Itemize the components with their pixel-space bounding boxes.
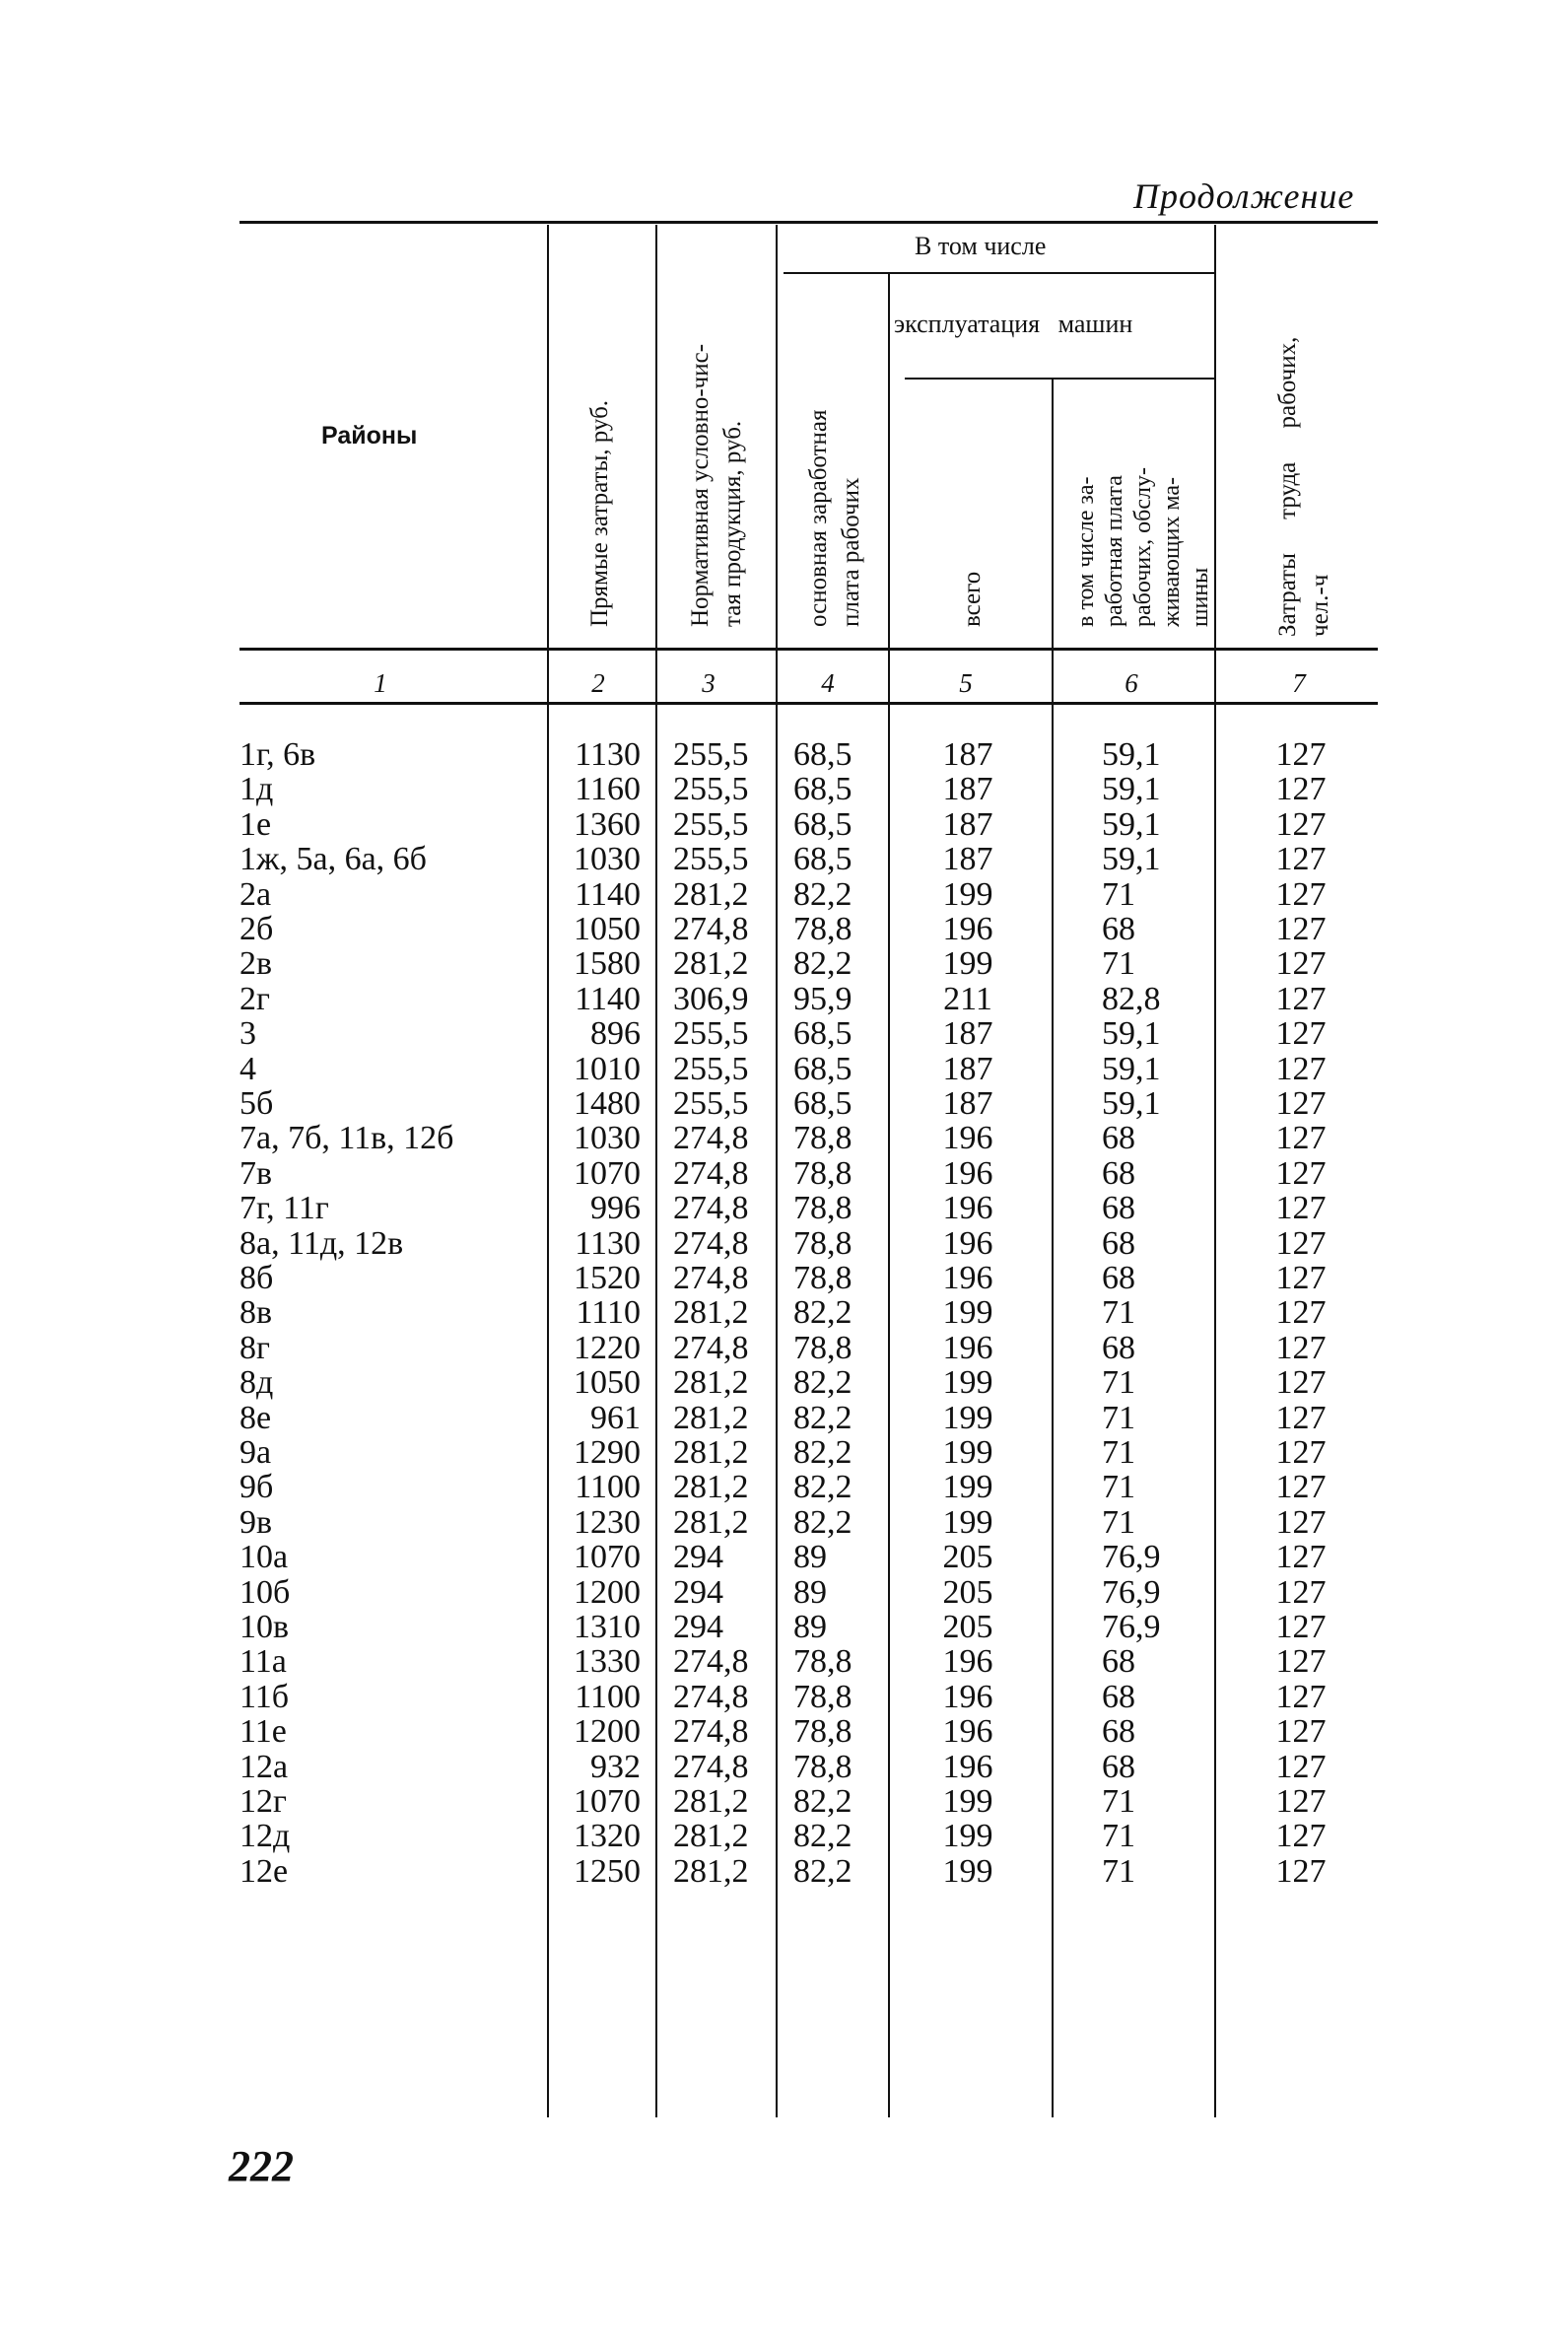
cell-labor-costs: 127 [1275,1294,1327,1332]
cell-base-wage: 82,2 [793,1852,852,1890]
cell-base-wage: 78,8 [793,1120,852,1157]
cell-base-wage: 95,9 [793,980,852,1017]
cell-base-wage: 82,2 [793,1399,852,1436]
cell-machine-wage: 71 [1102,1469,1135,1506]
cell-machine-wage: 68 [1102,1190,1135,1227]
cell-base-wage: 68,5 [793,736,852,773]
cell-machine-total: 196 [942,911,993,947]
cell-normative: 274,8 [673,1120,749,1157]
cell-normative: 274,8 [673,1224,749,1262]
cell-direct-costs: 1140 [575,875,641,913]
colnum-4: 4 [821,668,835,698]
cell-machine-total: 205 [942,1609,993,1645]
cell-machine-wage: 68 [1102,1748,1135,1785]
cell-machine-wage: 71 [1102,1434,1135,1471]
cell-machine-wage: 68 [1102,1678,1135,1715]
cell-machine-wage: 71 [1102,1852,1135,1890]
cell-base-wage: 82,2 [793,1818,852,1855]
cell-machine-wage: 68 [1102,1224,1135,1262]
vline-1 [547,225,549,2117]
cell-machine-total: 199 [942,1783,993,1820]
cell-direct-costs: 1230 [574,1503,641,1541]
cell-base-wage: 68,5 [793,841,852,878]
cell-region: 9б [239,1469,274,1506]
cell-machine-total: 199 [942,1434,993,1471]
cell-direct-costs: 1360 [574,805,641,843]
cell-base-wage: 68,5 [793,1085,852,1122]
cell-base-wage: 82,2 [793,1434,852,1471]
cell-normative: 274,8 [673,1190,749,1227]
cell-machine-total: 199 [942,1469,993,1506]
cell-direct-costs: 1200 [574,1713,641,1751]
cell-direct-costs: 1070 [574,1154,641,1192]
cell-region: 12г [239,1783,287,1820]
cell-region: 10в [239,1609,290,1645]
cell-direct-costs: 996 [590,1190,641,1227]
cell-direct-costs: 932 [590,1748,641,1785]
table-top-rule [239,221,1378,224]
cell-direct-costs: 1070 [574,1539,641,1576]
cell-labor-costs: 127 [1275,1190,1327,1227]
cell-normative: 281,2 [673,875,749,913]
cell-normative: 294 [673,1573,723,1611]
cell-base-wage: 68,5 [793,1050,852,1087]
cell-base-wage: 78,8 [793,1329,852,1366]
cell-machine-total: 196 [942,1154,993,1192]
cell-normative: 281,2 [673,1364,749,1402]
cell-direct-costs: 1110 [576,1294,641,1332]
cell-labor-costs: 127 [1275,1050,1327,1087]
cell-normative: 255,5 [673,1085,749,1122]
cell-direct-costs: 1070 [574,1783,641,1820]
cell-machine-wage: 59,1 [1102,805,1161,843]
cell-labor-costs: 127 [1275,1713,1327,1751]
cell-direct-costs: 1520 [574,1260,641,1296]
cell-machine-wage: 71 [1102,875,1135,913]
cell-region: 8в [239,1294,273,1332]
cell-labor-costs: 127 [1275,1852,1327,1890]
cell-labor-costs: 127 [1275,1015,1327,1053]
page-number: 222 [229,2142,294,2190]
cell-direct-costs: 1030 [574,1120,641,1157]
cell-machine-wage: 71 [1102,1364,1135,1402]
cell-machine-total: 199 [942,1399,993,1436]
cell-base-wage: 89 [793,1609,827,1645]
header-normative-output: Нормативная условно-чис- тая продукция, руб. [687,343,746,627]
cell-machine-wage: 82,8 [1102,980,1161,1017]
cell-direct-costs: 1130 [575,736,641,773]
cell-normative: 294 [673,1609,723,1645]
cell-labor-costs: 127 [1275,1085,1327,1122]
cell-machine-total: 205 [942,1539,993,1576]
cell-machine-total: 187 [942,1050,993,1087]
cell-machine-wage: 71 [1102,1783,1135,1820]
cell-base-wage: 82,2 [793,1469,852,1506]
cell-machine-total: 199 [942,875,993,913]
cell-direct-costs: 1130 [575,1224,641,1262]
cell-machine-total: 187 [942,841,993,878]
cell-base-wage: 78,8 [793,911,852,947]
continuation-label: Продолжение [1133,176,1355,216]
header-base-wage: основная заработная плата рабочих [805,409,864,627]
cell-base-wage: 68,5 [793,1015,852,1053]
cell-machine-wage: 68 [1102,1713,1135,1751]
cell-normative: 274,8 [673,1748,749,1785]
cell-machine-total: 187 [942,771,993,808]
cell-direct-costs: 1100 [575,1469,641,1506]
cell-machine-total: 199 [942,1364,993,1402]
cell-region: 1ж, 5а, 6а, 6б [239,841,427,878]
cell-labor-costs: 127 [1275,805,1327,843]
cell-base-wage: 78,8 [793,1713,852,1751]
cell-region: 12е [239,1852,289,1890]
cell-labor-costs: 127 [1275,771,1327,808]
cell-labor-costs: 127 [1275,1364,1327,1402]
cell-labor-costs: 127 [1275,1783,1327,1820]
cell-direct-costs: 1290 [574,1434,641,1471]
cell-region: 1д [239,771,274,808]
cell-region: 2г [239,980,270,1017]
cell-base-wage: 78,8 [793,1190,852,1227]
cell-machine-total: 199 [942,1294,993,1332]
cell-labor-costs: 127 [1275,1573,1327,1611]
cell-direct-costs: 1310 [574,1609,641,1645]
cell-machine-total: 196 [942,1748,993,1785]
cell-machine-total: 196 [942,1260,993,1296]
vline-2 [655,225,657,2117]
cell-machine-total: 196 [942,1329,993,1366]
cell-labor-costs: 127 [1275,1539,1327,1576]
including-rule [784,272,1215,274]
cell-base-wage: 89 [793,1573,827,1611]
cell-machine-wage: 68 [1102,1643,1135,1681]
cell-direct-costs: 961 [590,1399,641,1436]
cell-direct-costs: 1220 [574,1329,641,1366]
cell-normative: 294 [673,1539,723,1576]
cell-labor-costs: 127 [1275,1260,1327,1296]
cell-base-wage: 82,2 [793,875,852,913]
cell-normative: 255,5 [673,1050,749,1087]
cell-machine-wage: 71 [1102,1399,1135,1436]
cell-labor-costs: 127 [1275,1503,1327,1541]
cell-region: 8б [239,1260,274,1296]
cell-region: 8а, 11д, 12в [239,1224,404,1262]
cell-normative: 281,2 [673,945,749,983]
cell-labor-costs: 127 [1275,945,1327,983]
cell-region: 11а [239,1643,287,1681]
cell-machine-total: 199 [942,1818,993,1855]
cell-base-wage: 82,2 [793,1364,852,1402]
cell-normative: 281,2 [673,1434,749,1471]
header-labor-costs: Затраты труда рабочих, чел.-ч [1274,336,1333,637]
cell-normative: 255,5 [673,805,749,843]
cell-direct-costs: 896 [590,1015,641,1053]
cell-machine-wage: 68 [1102,1154,1135,1192]
cell-region: 1е [239,805,272,843]
cell-normative: 281,2 [673,1818,749,1855]
cell-base-wage: 78,8 [793,1678,852,1715]
cell-labor-costs: 127 [1275,1609,1327,1645]
header-regions: Районы [321,422,418,450]
cell-region: 2а [239,875,272,913]
cell-region: 12а [239,1748,289,1785]
cell-machine-total: 196 [942,1224,993,1262]
cell-region: 7в [239,1154,273,1192]
cell-region: 3 [239,1015,256,1053]
cell-normative: 255,5 [673,841,749,878]
vline-3 [776,225,778,2117]
cell-labor-costs: 127 [1275,1399,1327,1436]
header-bottom-rule [239,648,1378,651]
cell-normative: 306,9 [673,980,749,1017]
cell-labor-costs: 127 [1275,1818,1327,1855]
cell-direct-costs: 1140 [575,980,641,1017]
cell-region: 1г, 6в [239,736,316,773]
cell-normative: 274,8 [673,1260,749,1296]
cell-direct-costs: 1320 [574,1818,641,1855]
header-machine-operation: эксплуатация машин [894,310,1133,338]
cell-normative: 274,8 [673,1643,749,1681]
cell-direct-costs: 1200 [574,1573,641,1611]
cell-machine-total: 196 [942,1120,993,1157]
colnum-2: 2 [591,668,605,698]
cell-base-wage: 78,8 [793,1260,852,1296]
cell-base-wage: 82,2 [793,945,852,983]
colnum-1: 1 [374,668,387,698]
cell-labor-costs: 127 [1275,1748,1327,1785]
cell-region: 8е [239,1399,272,1436]
vline-4 [888,274,890,2117]
cell-labor-costs: 127 [1275,911,1327,947]
cell-machine-total: 199 [942,1852,993,1890]
cell-machine-wage: 76,9 [1102,1609,1161,1645]
cell-machine-wage: 68 [1102,1260,1135,1296]
cell-normative: 281,2 [673,1503,749,1541]
cell-region: 12д [239,1818,291,1855]
cell-region: 4 [239,1050,256,1087]
cell-normative: 274,8 [673,1329,749,1366]
cell-direct-costs: 1580 [574,945,641,983]
cell-machine-total: 187 [942,805,993,843]
cell-machine-total: 199 [942,1503,993,1541]
cell-region: 9а [239,1434,272,1471]
colnum-bottom-rule [239,702,1378,705]
cell-base-wage: 78,8 [793,1748,852,1785]
cell-machine-total: 196 [942,1678,993,1715]
cell-labor-costs: 127 [1275,841,1327,878]
cell-direct-costs: 1330 [574,1643,641,1681]
cell-machine-wage: 59,1 [1102,1050,1161,1087]
cell-machine-wage: 59,1 [1102,1085,1161,1122]
cell-base-wage: 78,8 [793,1224,852,1262]
cell-normative: 281,2 [673,1469,749,1506]
cell-normative: 255,5 [673,1015,749,1053]
cell-base-wage: 78,8 [793,1154,852,1192]
cell-labor-costs: 127 [1275,875,1327,913]
cell-labor-costs: 127 [1275,1224,1327,1262]
cell-labor-costs: 127 [1275,1434,1327,1471]
cell-labor-costs: 127 [1275,1329,1327,1366]
cell-machine-wage: 76,9 [1102,1539,1161,1576]
cell-machine-total: 187 [942,736,993,773]
cell-machine-total: 196 [942,1643,993,1681]
cell-machine-wage: 71 [1102,1503,1135,1541]
cell-machine-total: 196 [942,1190,993,1227]
cell-normative: 281,2 [673,1852,749,1890]
cell-region: 10б [239,1573,291,1611]
cell-region: 10а [239,1539,289,1576]
cell-direct-costs: 1250 [574,1852,641,1890]
cell-direct-costs: 1010 [574,1050,641,1087]
cell-region: 2б [239,911,274,947]
cell-direct-costs: 1050 [574,911,641,947]
cell-machine-wage: 71 [1102,945,1135,983]
cell-labor-costs: 127 [1275,736,1327,773]
cell-direct-costs: 1100 [575,1678,641,1715]
cell-base-wage: 89 [793,1539,827,1576]
cell-machine-wage: 59,1 [1102,1015,1161,1053]
cell-machine-wage: 68 [1102,1329,1135,1366]
cell-base-wage: 82,2 [793,1783,852,1820]
colnum-6: 6 [1125,668,1138,698]
cell-labor-costs: 127 [1275,1643,1327,1681]
cell-machine-wage: 71 [1102,1818,1135,1855]
header-total: всего [959,571,986,627]
cell-region: 2в [239,945,273,983]
colnum-7: 7 [1292,668,1306,698]
cell-machine-total: 205 [942,1573,993,1611]
cell-region: 5б [239,1085,274,1122]
cell-normative: 281,2 [673,1783,749,1820]
cell-region: 9в [239,1503,273,1541]
cell-labor-costs: 127 [1275,980,1327,1017]
cell-normative: 255,5 [673,736,749,773]
cell-machine-wage: 68 [1102,1120,1135,1157]
header-including-wage: в том числе за- работная плата рабочих, обслу- живающих ма- шины [1073,467,1213,627]
cell-machine-wage: 59,1 [1102,771,1161,808]
cell-machine-wage: 59,1 [1102,736,1161,773]
cell-normative: 274,8 [673,1713,749,1751]
cell-direct-costs: 1480 [574,1085,641,1122]
cell-base-wage: 78,8 [793,1643,852,1681]
cell-machine-total: 199 [942,945,993,983]
cell-machine-total: 187 [942,1085,993,1122]
cell-machine-wage: 76,9 [1102,1573,1161,1611]
cell-direct-costs: 1030 [574,841,641,878]
cell-base-wage: 68,5 [793,771,852,808]
cell-region: 7г, 11г [239,1190,329,1227]
cell-region: 7а, 7б, 11в, 12б [239,1120,454,1157]
cell-base-wage: 82,2 [793,1294,852,1332]
cell-normative: 281,2 [673,1294,749,1332]
cell-machine-wage: 71 [1102,1294,1135,1332]
cell-direct-costs: 1160 [575,771,641,808]
cell-region: 11б [239,1678,290,1715]
cell-labor-costs: 127 [1275,1120,1327,1157]
cell-normative: 274,8 [673,1678,749,1715]
colnum-5: 5 [959,668,973,698]
cell-base-wage: 68,5 [793,805,852,843]
cell-normative: 274,8 [673,1154,749,1192]
cell-region: 8г [239,1329,270,1366]
cell-labor-costs: 127 [1275,1678,1327,1715]
header-direct-costs: Прямые затраты, руб. [586,399,613,627]
cell-machine-total: 196 [942,1713,993,1751]
cell-normative: 281,2 [673,1399,749,1436]
cell-normative: 255,5 [673,771,749,808]
cell-base-wage: 82,2 [793,1503,852,1541]
cell-labor-costs: 127 [1275,1469,1327,1506]
cell-direct-costs: 1050 [574,1364,641,1402]
cell-machine-wage: 68 [1102,911,1135,947]
header-including: В том числе [915,232,1047,260]
machine-rule [905,378,1215,380]
cell-region: 8д [239,1364,274,1402]
cell-machine-total: 187 [942,1015,993,1053]
vline-5 [1052,380,1054,2117]
cell-region: 11е [239,1713,287,1751]
cell-normative: 274,8 [673,911,749,947]
cell-machine-total: 211 [943,980,992,1017]
colnum-3: 3 [702,668,716,698]
cell-machine-wage: 59,1 [1102,841,1161,878]
cell-labor-costs: 127 [1275,1154,1327,1192]
